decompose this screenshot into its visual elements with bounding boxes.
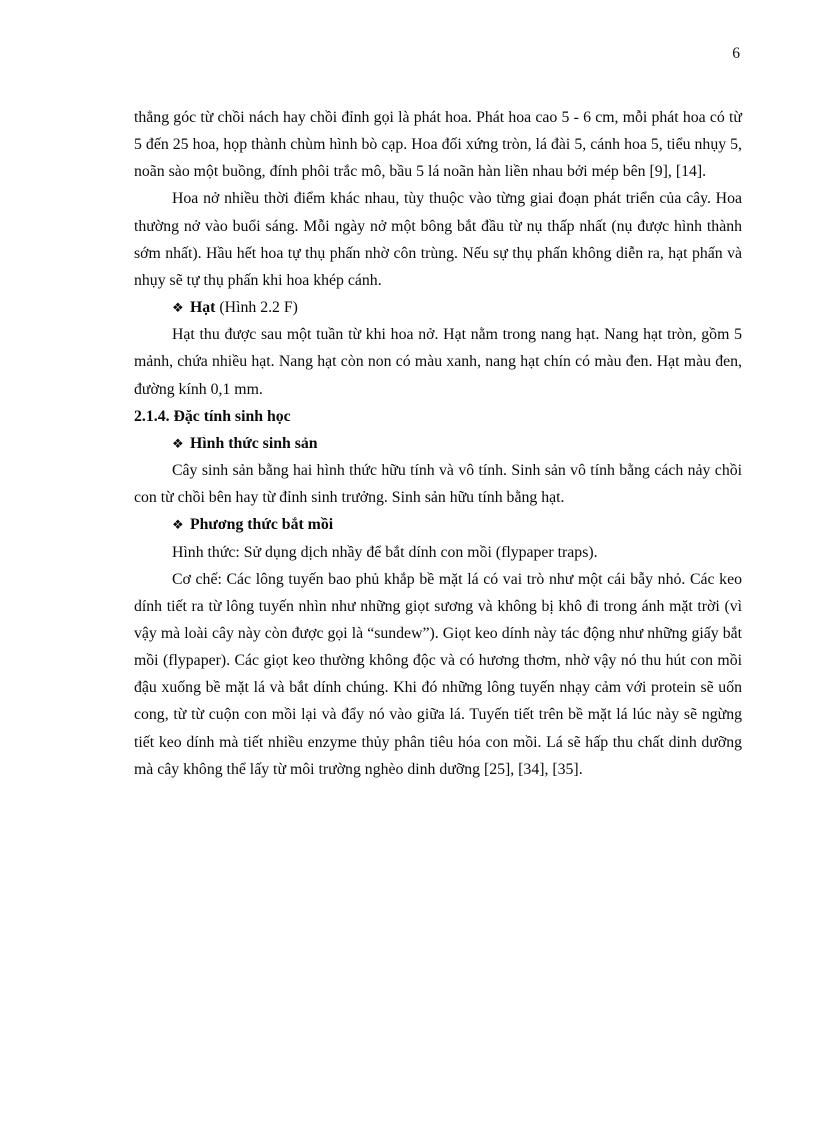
list-item-label: Phương thức bắt mồi [190, 516, 334, 534]
paragraph: Hạt thu được sau một tuần từ khi hoa nở. Hạt nằm trong nang hạt. Nang hạt tròn, gồm 5 mảnh, chứa nhiều hạt. Nang hạt còn non có màu xanh, nang hạt chín có màu đen. Hạt màu đen, đường kính 0,1 mm. [134, 326, 742, 398]
page-body [134, 104, 742, 783]
paragraph: Hình thức: Sử dụng dịch nhầy để bắt dính con mồi (flypaper traps). [172, 543, 598, 561]
diamond-bullet-icon: ❖ [172, 301, 184, 317]
list-item [134, 511, 742, 538]
page-number: 6 [732, 45, 740, 62]
list-item-label: Hình thức sinh sản [190, 434, 318, 452]
list-item-note: (Hình 2.2 F) [215, 299, 298, 317]
paragraph: Hoa nở nhiều thời điểm khác nhau, tùy thuộc vào từng giai đoạn phát triển của cây. Hoa thường nở vào buổi sáng. Mỗi ngày nở một bông bắt đầu từ nụ thấp nhất (nụ được hình thành sớm nhất). Hầu hết hoa tự thụ phấn nhờ côn trùng. Nếu sự thụ phấn không diễn ra, hạt phấn và nhụy sẽ tự thụ phấn khi hoa khép cánh. [134, 190, 742, 289]
section-heading: 2.1.4. Đặc tính sinh học [134, 407, 291, 425]
paragraph: Cây sinh sản bằng hai hình thức hữu tính và vô tính. Sinh sản vô tính bằng cách nảy chồi con từ chồi bên hay từ đỉnh sinh trưởng. Sinh sản hữu tính bằng hạt. [134, 462, 742, 507]
paragraph: thẳng góc từ chồi nách hay chồi đỉnh gọi là phát hoa. Phát hoa cao 5 - 6 cm, mỗi phát hoa có từ 5 đến 25 hoa, họp thành chùm hình bò cạp. Hoa đối xứng tròn, lá đài 5, cánh hoa 5, tiểu nhụy 5, noãn sào một buồng, đính phôi trắc mô, bầu 5 lá noãn hàn liền nhau bởi mép bên [9], [14]. [134, 109, 742, 181]
list-item-label: Hạt [190, 299, 216, 317]
diamond-bullet-icon: ❖ [172, 518, 184, 534]
list-item [134, 294, 742, 321]
list-item [134, 430, 742, 457]
paragraph: Cơ chế: Các lông tuyến bao phủ khắp bề mặt lá có vai trò như một cái bẫy nhỏ. Các keo dính tiết ra từ lông tuyến nhìn như những giọt sương và không bị khô đi trong ánh mặt trời (vì vậy mà loài cây này còn được gọi là “sundew”). Giọt keo dính này tác động như những giấy bắt mồi (flypaper). Các giọt keo thường không độc và có hương thơm, nhờ vậy nó thu hút con mồi đậu xuống bề mặt lá và bắt dính chúng. Khi đó những lông tuyến nhạy cảm với protein sẽ uốn cong, từ từ cuộn con mồi lại và đẩy nó vào giữa lá. Tuyến tiết trên bề mặt lá lúc này sẽ ngừng tiết keo dính mà tiết nhiều enzyme thủy phân tiêu hóa con mồi. Lá sẽ hấp thu chất dinh dưỡng mà cây không thể lấy từ môi trường nghèo dinh dưỡng [25], [34], [35]. [134, 570, 742, 778]
diamond-bullet-icon: ❖ [172, 436, 184, 452]
